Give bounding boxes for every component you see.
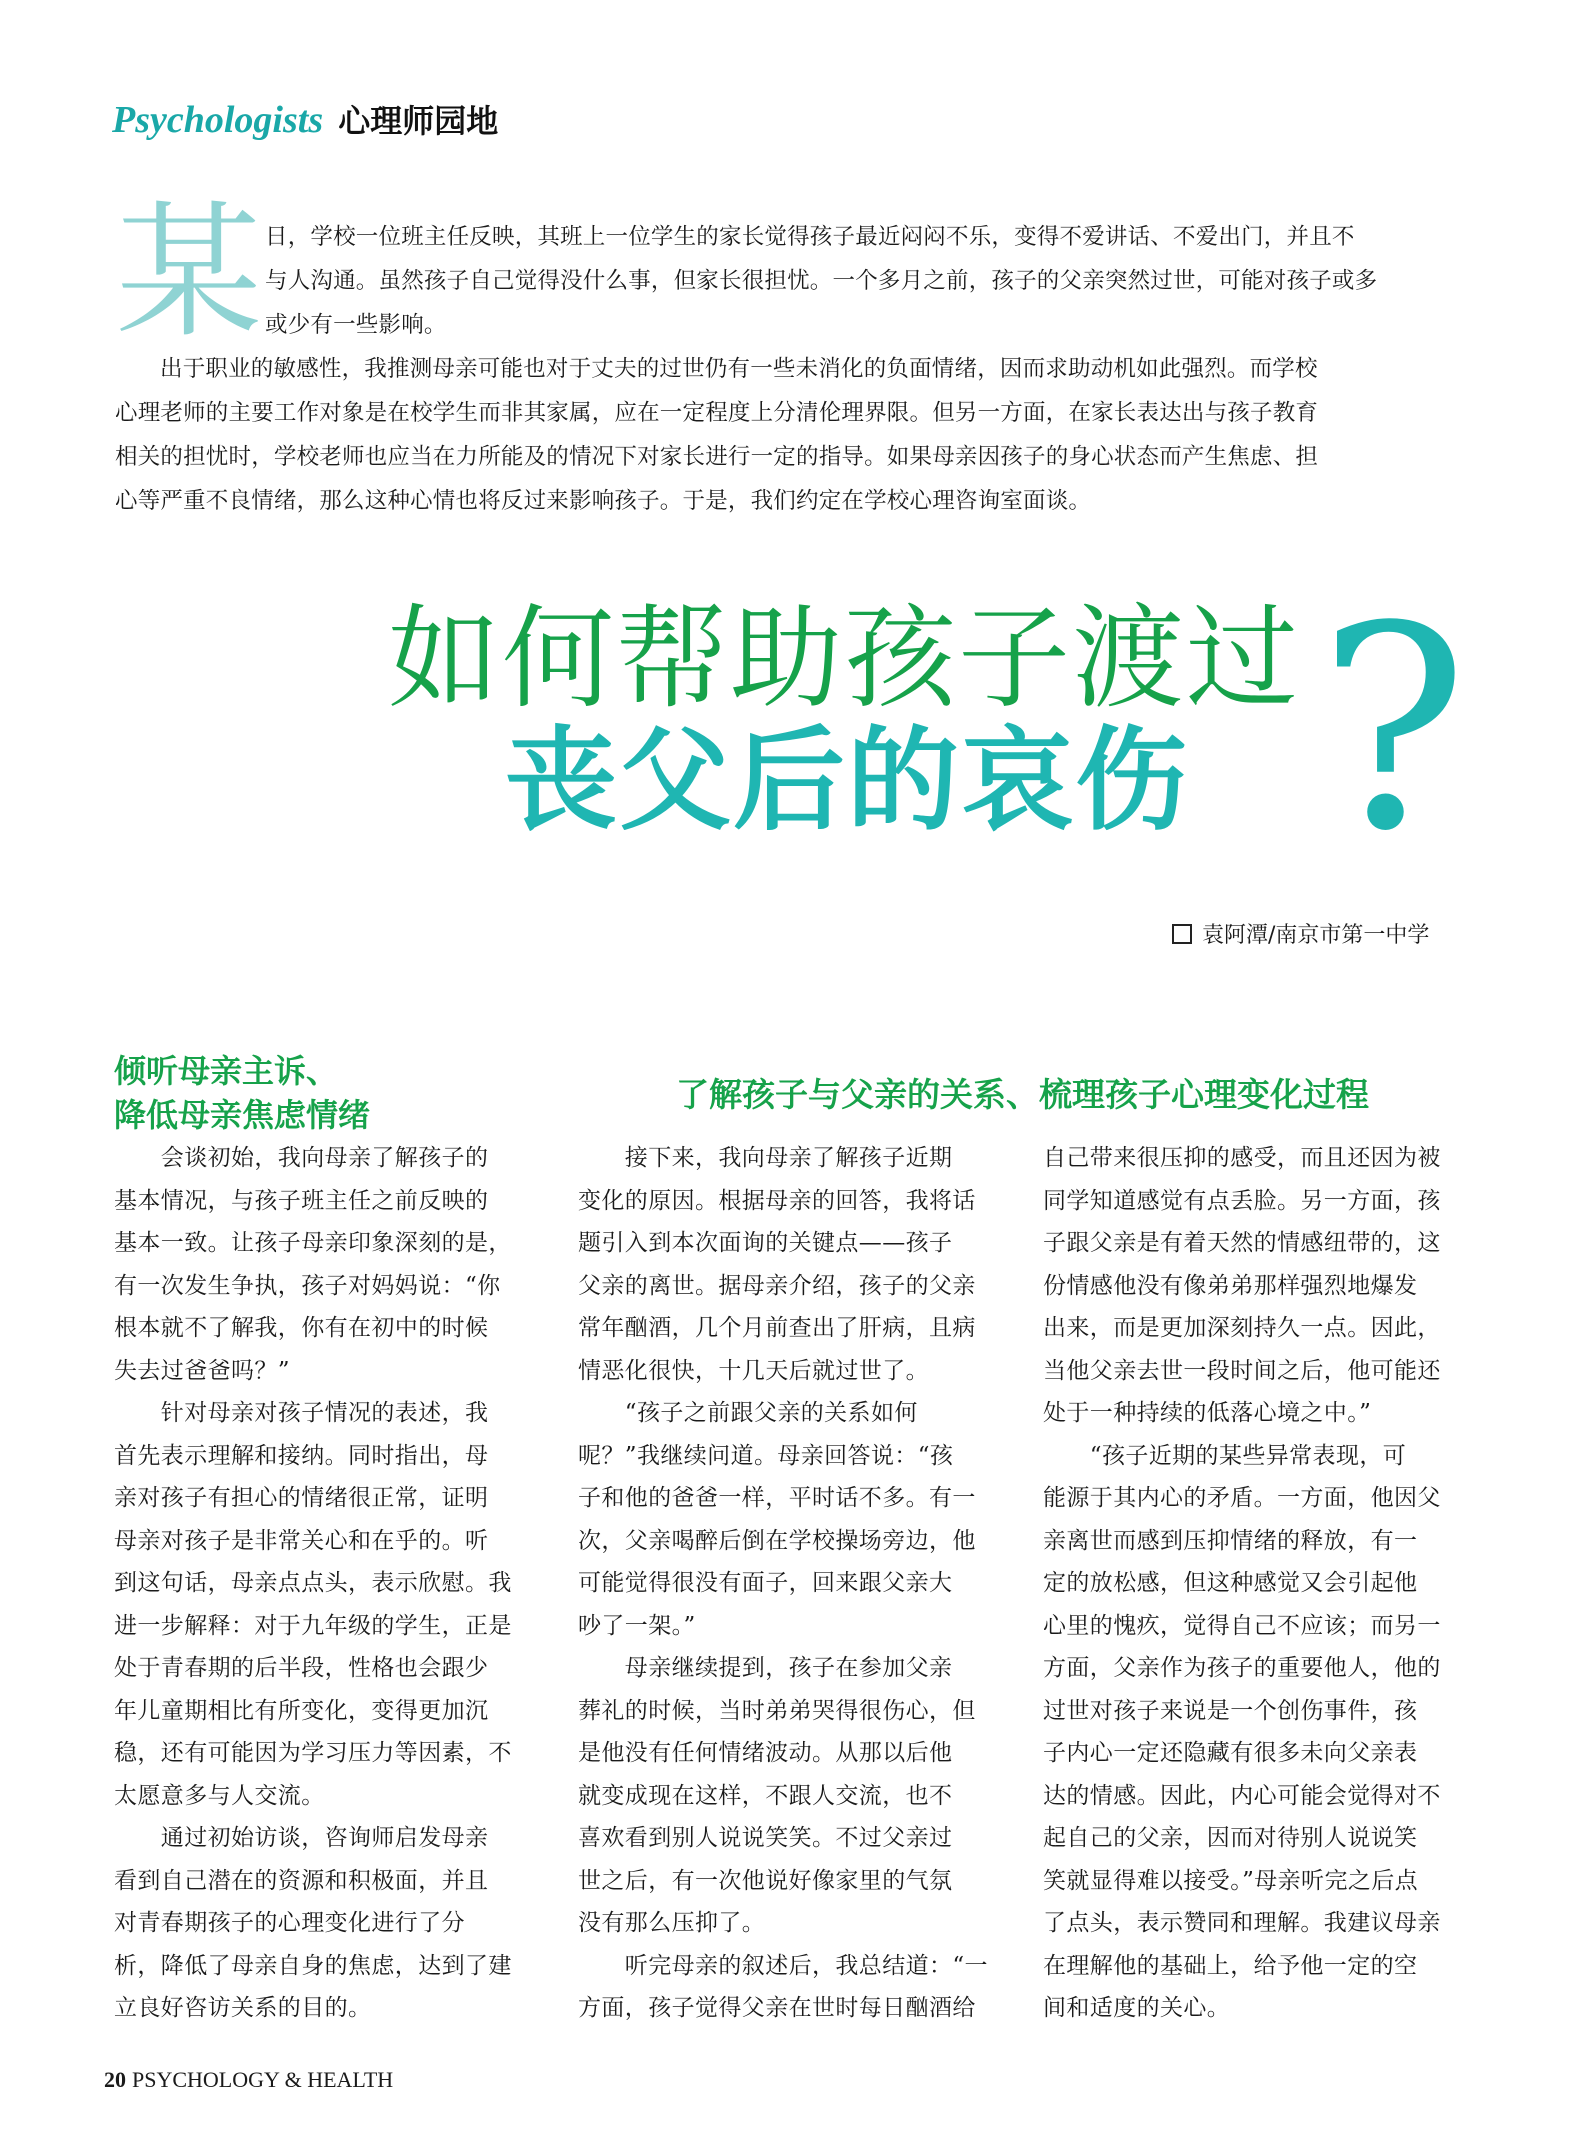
text-line: 有一次发生争执，孩子对妈妈说：“你	[114, 1272, 501, 1299]
text-line: 可能觉得很没有面子，回来跟父亲大	[578, 1570, 953, 1596]
text-line: 起自己的父亲，因而对待别人说说笑	[1043, 1825, 1418, 1851]
question-mark-graphic: ?	[1318, 567, 1469, 893]
text-line: 心里的愧疚，觉得自己不应该；而另一	[1043, 1612, 1441, 1639]
section-header-chinese: 心理师园地	[338, 102, 499, 140]
text-line: 间和适度的关心。	[1043, 1995, 1231, 2021]
text-line: 母亲继续提到，孩子在参加父亲	[578, 1655, 953, 1681]
column-1	[114, 1137, 574, 2030]
text-line: 出来，而是更加深刻持久一点。因此，	[1043, 1315, 1441, 1341]
text-line: 题引入到本次面询的关键点——孩子	[578, 1230, 953, 1256]
author-byline	[1172, 918, 1429, 949]
intro-line: 心理老师的主要工作对象是在校学生而非其家属，应在一定程度上分清伦理界限。但另一方面，在家长表达出与孩子教育	[115, 400, 1319, 426]
text-line: 根本就不了解我，你有在初中的时候	[114, 1315, 489, 1341]
text-line: 变化的原因。根据母亲的回答，我将话	[578, 1187, 976, 1214]
text-line: “孩子近期的某些异常表现，可	[1043, 1442, 1407, 1469]
magazine-name: PSYCHOLOGY & HEALTH	[132, 2067, 394, 2092]
text-line: 首先表示理解和接纳。同时指出，母	[114, 1442, 489, 1469]
text-line: 基本情况，与孩子班主任之前反映的	[114, 1187, 489, 1214]
text-line: 接下来，我向母亲了解孩子近期	[578, 1145, 953, 1171]
text-line: 葬礼的时候，当时弟弟哭得很伤心，但	[578, 1697, 976, 1724]
drop-cap: 某	[116, 188, 262, 358]
text-line: 子跟父亲是有着天然的情感纽带的，这	[1043, 1230, 1441, 1256]
column-2	[578, 1137, 1038, 2030]
intro-line: 心等严重不良情绪，那么这种心情也将反过来影响孩子。于是，我们约定在学校心理咨询室面谈。	[115, 488, 1092, 514]
section2-heading: 了解孩子与父亲的关系、梳理孩子心理变化过程	[676, 1075, 1369, 1114]
square-bullet-icon	[1172, 924, 1192, 944]
text-line: 吵了一架。”	[578, 1612, 696, 1639]
text-line: 通过初始访谈，咨询师启发母亲	[114, 1825, 489, 1851]
text-line: 份情感他没有像弟弟那样强烈地爆发	[1043, 1272, 1418, 1299]
page-footer	[104, 2067, 393, 2093]
text-line: 同学知道感觉有点丢脸。另一方面，孩	[1043, 1187, 1441, 1214]
text-line: 方面，父亲作为孩子的重要他人，他的	[1043, 1655, 1441, 1681]
page-number: 20	[104, 2067, 126, 2092]
text-line: 定的放松感，但这种感觉又会引起他	[1043, 1570, 1418, 1596]
intro-line: 出于职业的敏感性，我推测母亲可能也对于丈夫的过世仍有一些未消化的负面情绪，因而求助动机如此强烈。而学校	[160, 356, 1318, 382]
intro-line: 或少有一些影响。	[265, 312, 447, 338]
text-line: 笑就显得难以接受。”母亲听完之后点	[1043, 1867, 1419, 1894]
section-header	[112, 96, 498, 142]
text-line: 在理解他的基础上，给予他一定的空	[1043, 1952, 1418, 1979]
column-3	[1043, 1137, 1503, 2030]
text-line: 到这句话，母亲点点头，表示欣慰。我	[114, 1570, 512, 1596]
text-line: 能源于其内心的矛盾。一方面，他因父	[1043, 1485, 1441, 1511]
text-line: 自己带来很压抑的感受，而且还因为被	[1043, 1145, 1441, 1171]
text-line: 亲离世而感到压抑情绪的释放，有一	[1043, 1527, 1418, 1554]
text-line: 处于一种持续的低落心境之中。”	[1043, 1400, 1372, 1426]
text-line: 子内心一定还隐藏有很多未向父亲表	[1043, 1740, 1418, 1766]
intro-line: 与人沟通。虽然孩子自己觉得没什么事，但家长很担忧。一个多月之前，孩子的父亲突然过世，可能对孩子或多	[265, 268, 1378, 294]
text-line: 处于青春期的后半段，性格也会跟少	[114, 1655, 489, 1681]
text-line: 情恶化很快，十几天后就过世了。	[578, 1357, 929, 1384]
text-line: 喜欢看到别人说说笑笑。不过父亲过	[578, 1825, 953, 1851]
text-line: 过世对孩子来说是一个创伤事件，孩	[1043, 1697, 1418, 1724]
text-line: 常年酗酒，几个月前查出了肝病，且病	[578, 1315, 976, 1341]
text-line: 对青春期孩子的心理变化进行了分	[114, 1910, 465, 1936]
section1-heading-line2: 降低母亲焦虑情绪	[114, 1096, 371, 1134]
text-line: 母亲对孩子是非常关心和在乎的。听	[114, 1527, 489, 1554]
text-line: 立良好咨访关系的目的。	[114, 1995, 372, 2021]
section-header-english: Psychologists	[112, 99, 324, 141]
article-title-line2: 丧父后的哀伤	[505, 716, 1189, 846]
text-line: 方面，孩子觉得父亲在世时每日酗酒给	[578, 1995, 976, 2021]
text-line: 达的情感。因此，内心可能会觉得对不	[1043, 1782, 1441, 1809]
text-line: 亲对孩子有担心的情绪很正常，证明	[114, 1485, 489, 1511]
text-line: 听完母亲的叙述后，我总结道：“一	[578, 1952, 988, 1979]
text-line: 呢？”我继续问道。母亲回答说：“孩	[578, 1442, 954, 1469]
text-line: 进一步解释：对于九年级的学生，正是	[114, 1612, 512, 1639]
text-line: 当他父亲去世一段时间之后，他可能还	[1043, 1357, 1441, 1384]
text-line: 析，降低了母亲自身的焦虑，达到了建	[114, 1952, 512, 1979]
text-line: 是他没有任何情绪波动。从那以后他	[578, 1740, 953, 1766]
text-line: “孩子之前跟父亲的关系如何	[578, 1400, 918, 1426]
section1-heading-line1: 倾听母亲主诉、	[114, 1052, 339, 1090]
text-line: 世之后，有一次他说好像家里的气氛	[578, 1867, 953, 1894]
text-line: 太愿意多与人交流。	[114, 1782, 325, 1809]
text-line: 次，父亲喝醉后倒在学校操场旁边，他	[578, 1527, 976, 1554]
text-line: 年儿童期相比有所变化，变得更加沉	[114, 1697, 489, 1724]
text-line: 稳，还有可能因为学习压力等因素，不	[114, 1740, 512, 1766]
text-line: 会谈初始，我向母亲了解孩子的	[114, 1145, 489, 1171]
intro-line: 日，学校一位班主任反映，其班上一位学生的家长觉得孩子最近闷闷不乐，变得不爱讲话、不爱出门，并且不	[265, 224, 1355, 250]
text-line: 就变成现在这样，不跟人交流，也不	[578, 1782, 953, 1809]
text-line: 子和他的爸爸一样，平时话不多。有一	[578, 1485, 976, 1511]
article-title-line1: 如何帮助孩子渡过	[388, 594, 1300, 724]
text-line: 看到自己潜在的资源和积极面，并且	[114, 1867, 489, 1894]
text-line: 父亲的离世。据母亲介绍，孩子的父亲	[578, 1272, 976, 1299]
text-line: 针对母亲对孩子情况的表述，我	[114, 1400, 489, 1426]
intro-line: 相关的担忧时，学校老师也应当在力所能及的情况下对家长进行一定的指导。如果母亲因孩子的身心状态而产生焦虑、担	[115, 444, 1319, 470]
text-line: 基本一致。让孩子母亲印象深刻的是，	[114, 1230, 512, 1256]
text-line: 没有那么压抑了。	[578, 1910, 766, 1936]
text-line: 了点头，表示赞同和理解。我建议母亲	[1043, 1910, 1441, 1936]
text-line: 失去过爸爸吗？”	[114, 1357, 290, 1384]
author-name: 袁阿潭/南京市第一中学	[1202, 923, 1430, 948]
